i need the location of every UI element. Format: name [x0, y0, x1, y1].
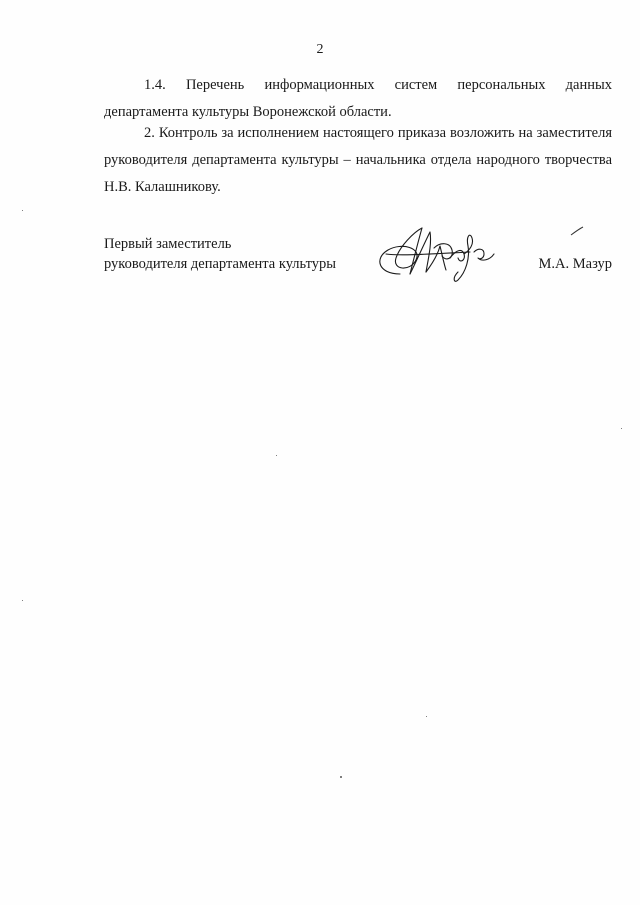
- page-number: 2: [316, 42, 324, 57]
- paragraph-1-4: 1.4. Перечень информационных систем персональных данных департамента культуры Воронежской области.: [104, 77, 612, 120]
- signatory-position: [104, 234, 336, 274]
- scan-speck: [621, 428, 622, 429]
- scan-speck: [426, 716, 427, 717]
- signatory-name: М.А. Мазур: [538, 256, 612, 272]
- handwritten-signature: [370, 224, 506, 286]
- signatory-position-line-1: Первый заместитель: [104, 236, 232, 252]
- scan-speck: [22, 210, 23, 211]
- paragraph-2: 2. Контроль за исполнением настоящего приказа возложить на заместителя руководителя департамента культуры – начальника отдела народного творчества Н.В. Калашникову.: [104, 125, 612, 195]
- scan-speck: [340, 776, 342, 778]
- pen-mark-icon: [570, 226, 584, 236]
- scan-speck: [276, 455, 277, 456]
- signatory-position-line-2: руководителя департамента культуры: [104, 256, 336, 272]
- signature-block: [104, 234, 612, 294]
- scan-speck: [22, 600, 23, 601]
